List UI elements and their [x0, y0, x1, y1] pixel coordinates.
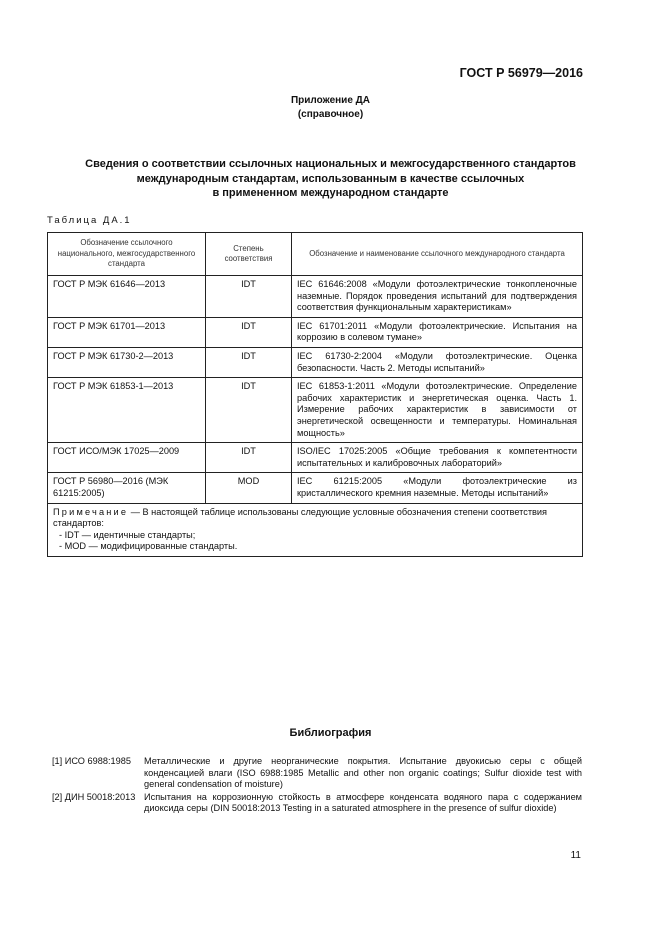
cell-international: IEC 61730-2:2004 «Модули фотоэлектрические. Оценка безопасности. Часть 2. Методы испытаний» — [292, 347, 583, 377]
cell-designation: ГОСТ Р МЭК 61853-1—2013 — [48, 378, 206, 443]
cell-international: IEC 61853-1:2011 «Модули фотоэлектрические. Определение рабочих характеристик и энергетическая оценка. Часть 1. Измерение рабочих характеристик в зависимости от энергетической освещенности и температуры. Номинальная мощность» — [292, 378, 583, 443]
bibliography-ref: [2] ДИН 50018:2013 — [52, 791, 136, 802]
correspondence-table — [47, 232, 583, 557]
cell-international: IEC 61215:2005 «Модули фотоэлектрические из кристаллического кремния наземные. Методы испытаний» — [292, 473, 583, 503]
cell-international: IEC 61646:2008 «Модули фотоэлектрические тонкопленочные наземные. Порядок проведения испытаний для подтверждения соответствия функциональным характеристикам» — [292, 276, 583, 318]
header-international: Обозначение и наименование ссылочного международного стандарта — [292, 233, 583, 276]
bibliography-list — [52, 756, 582, 816]
table-row — [48, 443, 583, 473]
table-label: Таблица ДА.1 — [47, 215, 132, 226]
table-header-row — [48, 233, 583, 276]
header-degree: Степень соответствия — [206, 233, 292, 276]
bibliography-text: Металлические и другие неорганические покрытия. Испытание двуокисью серы с общей конденсацией влаги (ISO 6988:1985 Metallic and other non organic coatings; Sulfur dioxide test with general condensation of moisture) — [144, 756, 582, 790]
section-title — [40, 157, 621, 201]
bibliography-item — [52, 792, 582, 815]
cell-degree: IDT — [206, 317, 292, 347]
note-item: - MOD — модифицированные стандарты. — [59, 541, 238, 552]
page-number: 11 — [570, 850, 581, 861]
bibliography-title: Библиография — [289, 727, 372, 739]
bibliography-text: Испытания на коррозионную стойкость в атмосфере конденсата водяного пара с содержанием диоксида серы (DIN 50018:2013 Testing in a saturated atmosphere in the presence of sulfur dioxide) — [144, 791, 582, 814]
cell-degree: IDT — [206, 276, 292, 318]
table-note-row — [48, 503, 583, 556]
table-row — [48, 378, 583, 443]
cell-international: IEC 61701:2011 «Модули фотоэлектрические. Испытания на коррозию в солевом тумане» — [292, 317, 583, 347]
cell-degree: IDT — [206, 443, 292, 473]
note-head: Примечание — [53, 506, 129, 517]
cell-international: ISO/IEC 17025:2005 «Общие требования к компетентности испытательных и калибровочных лабораторий» — [292, 443, 583, 473]
section-title-line: международным стандартам, использованным в качестве ссылочных — [136, 172, 525, 185]
cell-designation: ГОСТ Р 56980—2016 (МЭК 61215:2005) — [48, 473, 206, 503]
cell-designation: ГОСТ Р МЭК 61646—2013 — [48, 276, 206, 318]
cell-designation: ГОСТ Р МЭК 61730-2—2013 — [48, 347, 206, 377]
standard-code: ГОСТ Р 56979—2016 — [459, 66, 583, 80]
cell-degree: IDT — [206, 347, 292, 377]
table-row — [48, 347, 583, 377]
note-text: — В настоящей таблице использованы следующие условные обозначения степени соответствия стандартов: — [53, 506, 548, 529]
bibliography-item — [52, 756, 582, 791]
appendix-title: Приложение ДА — [290, 95, 371, 106]
section-title-line: Сведения о соответствии ссылочных национальных и межгосударственного стандартов — [85, 158, 576, 170]
cell-designation: ГОСТ Р МЭК 61701—2013 — [48, 317, 206, 347]
bibliography-ref: [1] ИСО 6988:1985 — [52, 756, 131, 766]
table-row — [48, 317, 583, 347]
table-row — [48, 276, 583, 318]
appendix-heading — [0, 94, 661, 122]
cell-designation: ГОСТ ИСО/МЭК 17025—2009 — [48, 443, 206, 473]
header-designation: Обозначение ссылочного национального, межгосударственного стандарта — [48, 233, 206, 276]
table-note — [48, 503, 583, 556]
cell-degree: MOD — [206, 473, 292, 503]
table-row — [48, 473, 583, 503]
cell-degree: IDT — [206, 378, 292, 443]
appendix-subtitle: (справочное) — [297, 109, 364, 120]
note-item: - IDT — идентичные стандарты; — [59, 529, 196, 540]
section-title-line: в примененном международном стандарте — [212, 187, 449, 199]
